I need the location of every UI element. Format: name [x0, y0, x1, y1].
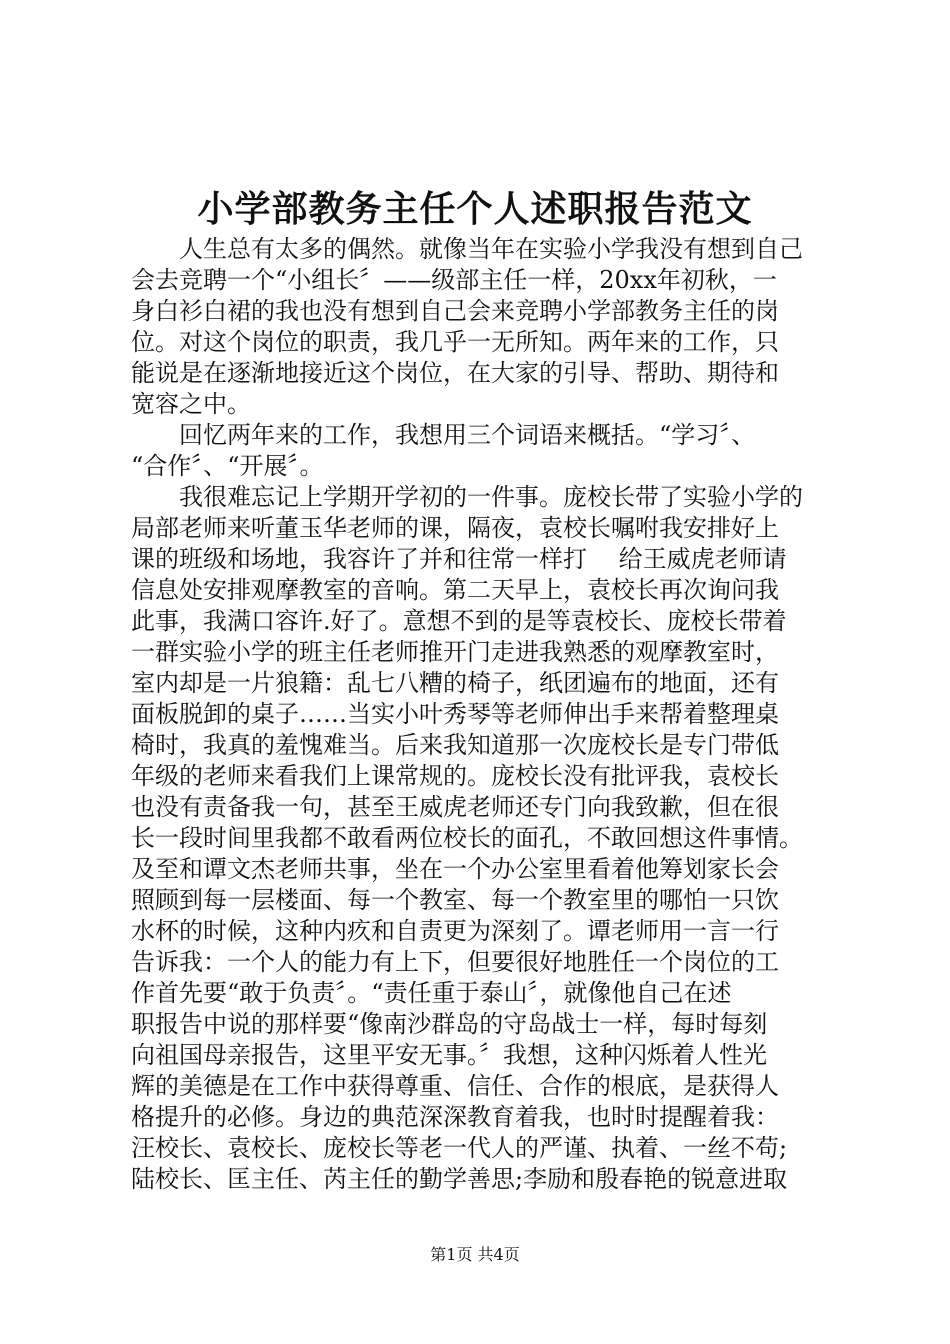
- paragraph-line: 水杯的时候，这种内疚和自责更为深刻了。谭老师用一言一行: [131, 917, 779, 945]
- paragraph-line: 会去竞聘一个“小组长〞——级部主任一样，20xx年初秋，一: [131, 266, 777, 294]
- paragraph-line: “合作〞、“开展〞。: [131, 452, 324, 480]
- paragraph-line: 室内却是一片狼籍：乱七八糟的椅子，纸团遍布的地面，还有: [131, 669, 779, 697]
- paragraph-line: 宽容之中。: [131, 390, 251, 418]
- paragraph-line: 身白衫白裙的我也没有想到自己会来竞聘小学部教务主任的岗: [131, 297, 779, 325]
- paragraph-line: 长一段时间里我都不敢看两位校长的面孔，不敢回想这件事情。: [131, 824, 803, 852]
- paragraph-line: 汪校长、袁校长、庞校长等老一代人的严谨、执着、一丝不苟;: [131, 1134, 788, 1162]
- page-footer: 第1页 共4页: [430, 1245, 520, 1264]
- paragraph-line: 年级的老师来看我们上课常规的。庞校长没有批评我，袁校长: [131, 762, 779, 790]
- paragraph-line: 告诉我：一个人的能力有上下，但要很好地胜任一个岗位的工: [131, 948, 779, 976]
- paragraph-line: 此事，我满口容许.好了。意想不到的是等袁校长、庞校长带着: [131, 607, 787, 635]
- paragraph-line: 作首先要“敢于负责〞。“责任重于泰山〞，就像他自己在述: [131, 979, 732, 1007]
- document-title: 小学部教务主任个人述职报告范文: [197, 188, 753, 230]
- paragraph-line: 也没有责备我一句，甚至王威虎老师还专门向我致歉，但在很: [131, 793, 779, 821]
- paragraph-line: 椅时，我真的羞愧难当。后来我知道那一次庞校长是专门带低: [131, 731, 779, 759]
- paragraph-line: 辉的美德是在工作中获得尊重、信任、合作的根底，是获得人: [131, 1072, 779, 1100]
- paragraph-line: 及至和谭文杰老师共事，坐在一个办公室里看着他筹划家长会: [131, 855, 779, 883]
- paragraph-line: 人生总有太多的偶然。就像当年在实验小学我没有想到自己: [179, 235, 803, 263]
- paragraph-line: 我很难忘记上学期开学初的一件事。庞校长带了实验小学的: [179, 483, 803, 511]
- document-body: [131, 234, 851, 1195]
- paragraph-line: 格提升的必修。身边的典范深深教育着我，也时时提醒着我：: [131, 1103, 779, 1131]
- paragraph-line: 面板脱卸的桌子……当实小叶秀琴等老师伸出手来帮着整理桌: [131, 700, 779, 728]
- paragraph-line: 一群实验小学的班主任老师推开门走进我熟悉的观摩教室时，: [131, 638, 779, 666]
- paragraph-line: 陆校长、匡主任、芮主任的勤学善思;李励和殷春艳的锐意进取: [131, 1165, 788, 1193]
- paragraph-line: 局部老师来听董玉华老师的课，隔夜，袁校长嘱咐我安排好上: [131, 514, 779, 542]
- paragraph-line: 回忆两年来的工作，我想用三个词语来概括。“学习〞、: [179, 421, 756, 449]
- paragraph-line: 能说是在逐渐地接近这个岗位，在大家的引导、帮助、期待和: [131, 359, 779, 387]
- paragraph-line: 职报告中说的那样要“像南沙群岛的守岛战士一样，每时每刻: [131, 1010, 768, 1038]
- paragraph-line: 向祖国母亲报告，这里平安无事。〞我想，这种闪烁着人性光: [131, 1041, 767, 1069]
- paragraph-line: 照顾到每一层楼面、每一个教室、每一个教室里的哪怕一只饮: [131, 886, 779, 914]
- paragraph-line: 位。对这个岗位的职责，我几乎一无所知。两年来的工作，只: [131, 328, 779, 356]
- paragraph-line: 课的班级和场地，我容许了并和往常一样打 给王威虎老师请: [131, 545, 787, 573]
- paragraph-line: 信息处安排观摩教室的音响。第二天早上，袁校长再次询问我: [131, 576, 779, 604]
